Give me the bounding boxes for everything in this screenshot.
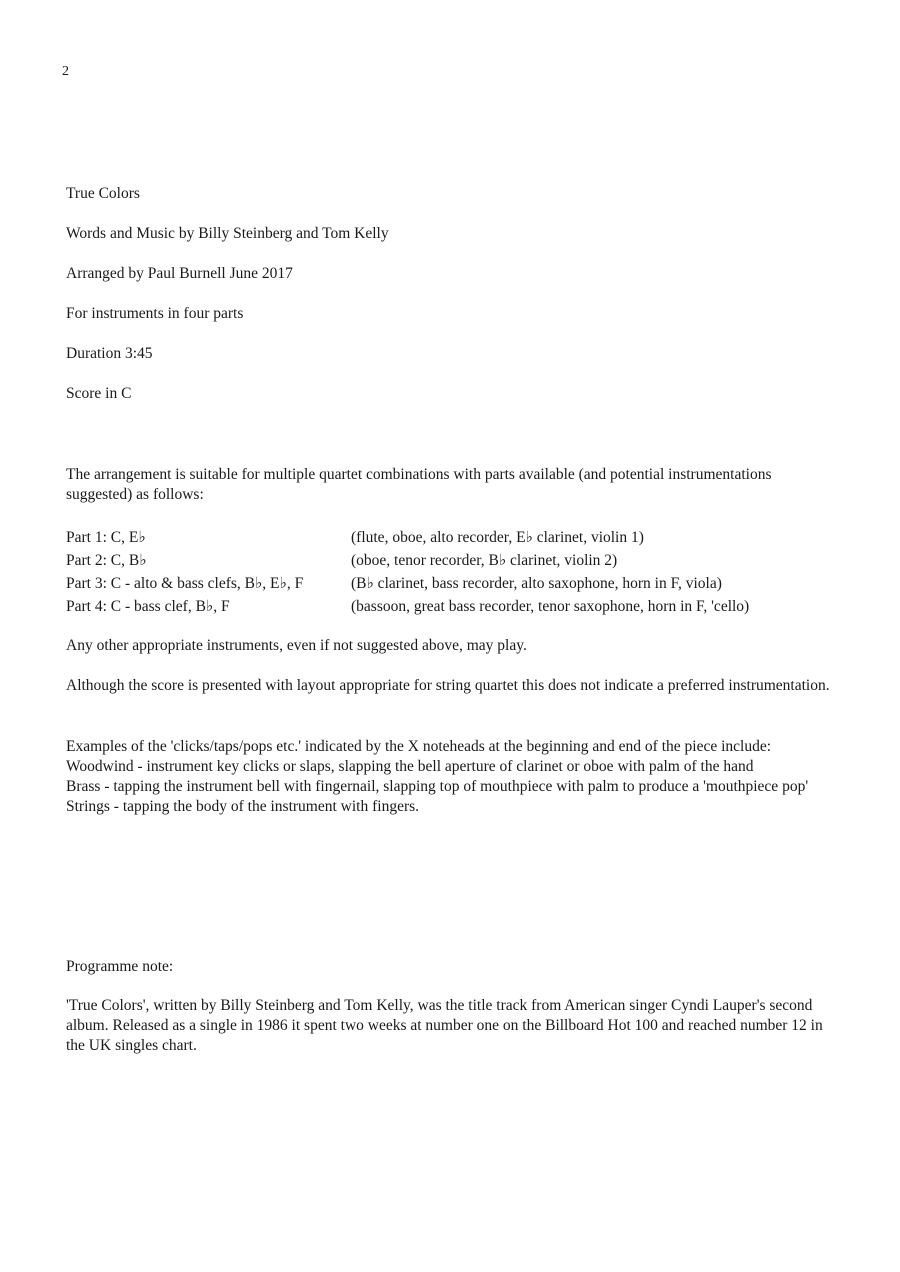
- examples-strings: Strings - tapping the body of the instrument with fingers.: [66, 798, 420, 815]
- examples-brass: Brass - tapping the instrument bell with fingernail, slapping top of mouthpiece with palm to produce a 'mouthpiece pop': [66, 778, 809, 795]
- part-row: [66, 572, 749, 595]
- page-number: 2: [62, 64, 69, 79]
- part-label: Part 4: C - bass clef, B♭, F: [66, 597, 230, 615]
- examples-section: [66, 737, 834, 817]
- part-label: Part 1: C, E♭: [66, 528, 146, 546]
- programme-heading: Programme note:: [66, 958, 174, 975]
- programme-note: [66, 996, 834, 1056]
- programme-note-text: 'True Colors', written by Billy Steinberg and Tom Kelly, was the title track from American singer Cyndi Lauper's second album. Released as a single in 1986 it spent two weeks at number one on the Billboard Hot 100 and reached number 12 in the UK singles chart.: [66, 997, 823, 1054]
- part-row: [66, 549, 749, 572]
- duration-line: Duration 3:45: [66, 345, 153, 362]
- piece-title: True Colors: [66, 185, 140, 202]
- part-instruments: (oboe, tenor recorder, B♭ clarinet, violin 2): [351, 551, 618, 569]
- part-instruments: (bassoon, great bass recorder, tenor saxophone, horn in F, 'cello): [351, 597, 750, 615]
- part-label: Part 2: C, B♭: [66, 551, 147, 569]
- part-instruments: (flute, oboe, alto recorder, E♭ clarinet, violin 1): [351, 528, 644, 546]
- words-music-credit: Words and Music by Billy Steinberg and Tom Kelly: [66, 225, 389, 242]
- arranger-credit: Arranged by Paul Burnell June 2017: [66, 265, 293, 282]
- part-row: [66, 595, 749, 618]
- examples-woodwind: Woodwind - instrument key clicks or slaps, slapping the bell aperture of clarinet or oboe with palm of the hand: [66, 758, 754, 775]
- parts-list: [66, 526, 749, 618]
- score-key-line: Score in C: [66, 385, 132, 402]
- part-label: Part 3: C - alto & bass clefs, B♭, E♭, F: [66, 574, 304, 592]
- layout-note: [66, 676, 834, 696]
- other-instruments-note: [66, 636, 834, 656]
- instrumentation-line: For instruments in four parts: [66, 305, 244, 322]
- arrangement-intro: [66, 465, 834, 505]
- examples-intro: Examples of the 'clicks/taps/pops etc.' indicated by the X noteheads at the beginning and end of the piece include:: [66, 738, 772, 755]
- part-instruments: (B♭ clarinet, bass recorder, alto saxophone, horn in F, viola): [351, 574, 722, 592]
- other-instruments-text: Any other appropriate instruments, even if not suggested above, may play.: [66, 637, 527, 654]
- arrangement-intro-text: The arrangement is suitable for multiple quartet combinations with parts available (and potential instrumentations suggested) as follows:: [66, 466, 772, 503]
- layout-note-text: Although the score is presented with layout appropriate for string quartet this does not indicate a preferred instrumentation.: [66, 677, 830, 694]
- part-row: [66, 526, 749, 549]
